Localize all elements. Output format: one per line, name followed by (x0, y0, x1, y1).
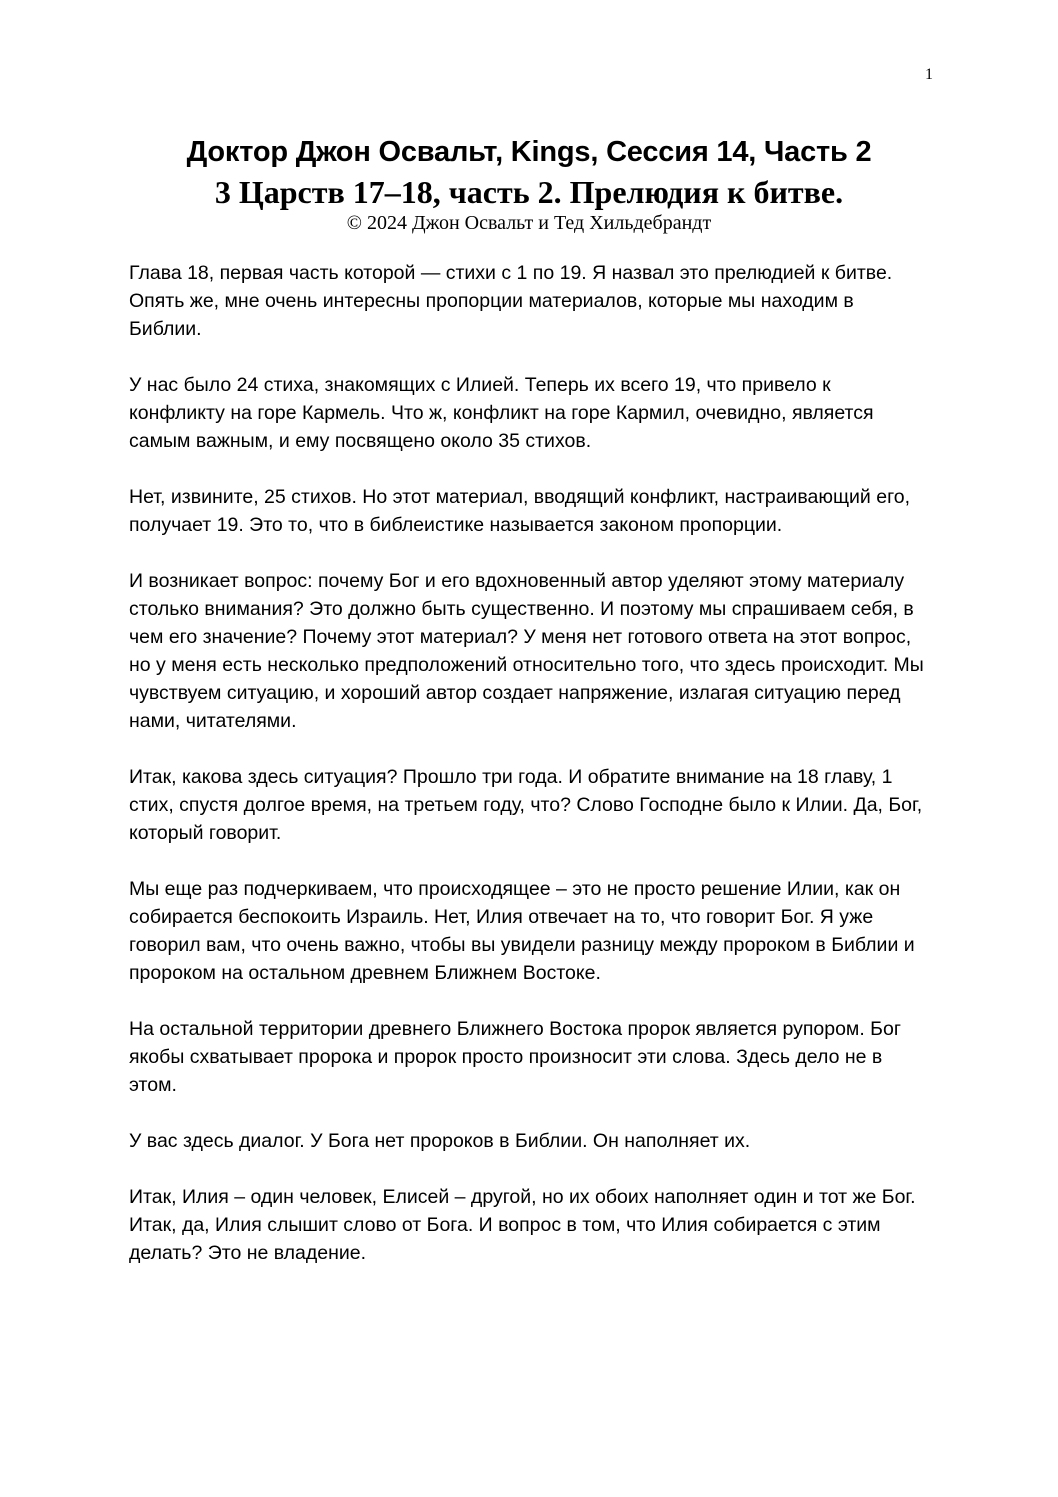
paragraph: И возникает вопрос: почему Бог и его вдохновенный автор уделяют этому материалу столько внимания? Это должно быть существенно. И поэтому мы спрашиваем себя, в чем его значение? Почему этот материал? У меня нет готового ответа на этот вопрос, но у меня есть несколько предположений относительно того, что здесь происходит. Мы чувствуем ситуацию, и хороший автор создает напряжение, излагая ситуацию перед нами, читателями. (129, 570, 924, 732)
copyright-notice: © 2024 Джон Освальт и Тед Хильдебрандт (346, 212, 712, 234)
paragraph: На остальной территории древнего Ближнего Востока пророк является рупором. Бог якобы схватывает пророка и пророк просто произносит эти слова. Здесь дело не в этом. (129, 1018, 901, 1096)
paragraph: У вас здесь диалог. У Бога нет пророков в Библии. Он наполняет их. (129, 1130, 751, 1152)
document-title: Доктор Джон Освальт, Kings, Сессия 14, Часть 2 (186, 136, 872, 168)
paragraph: Итак, какова здесь ситуация? Прошло три года. И обратите внимание на 18 главу, 1 стих, спустя долгое время, на третьем году, что? Слово Господне было к Илии. Да, Бог, который говорит. (129, 766, 923, 844)
document-subtitle: 3 Царств 17–18, часть 2. Прелюдия к битве. (214, 174, 844, 210)
paragraph: Глава 18, первая часть которой — стихи с 1 по 19. Я назвал это прелюдией к битве. Опять же, мне очень интересны пропорции материалов, которые мы находим в Библии. (129, 262, 893, 340)
paragraph: У нас было 24 стиха, знакомящих с Илией. Теперь их всего 19, что привело к конфликту на горе Кармель. Что ж, конфликт на горе Кармил, очевидно, является самым важным, и ему посвящено около 35 стихов. (129, 374, 874, 452)
paragraph: Итак, Илия – один человек, Елисей – другой, но их обоих наполняет один и тот же Бог. Итак, да, Илия слышит слово от Бога. И вопрос в том, что Илия собирается с этим делать? Это не владение. (129, 1186, 916, 1264)
paragraph: Мы еще раз подчеркиваем, что происходящее – это не просто решение Илии, как он собирается беспокоить Израиль. Нет, Илия отвечает на то, что говорит Бог. Я уже говорил вам, что очень важно, чтобы вы увидели разницу между пророком в Библии и пророком на остальном древнем Ближнем Востоке. (129, 878, 915, 984)
document-header (0, 132, 1058, 234)
document-body (129, 259, 929, 1295)
paragraph: Нет, извините, 25 стихов. Но этот материал, вводящий конфликт, настраивающий его, получает 19. Это то, что в библеистике называется законом пропорции. (129, 486, 911, 536)
page-number: 1 (925, 66, 933, 83)
